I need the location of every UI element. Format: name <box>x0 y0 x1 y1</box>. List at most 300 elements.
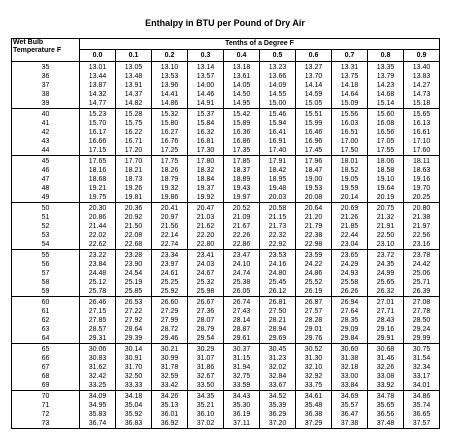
enthalpy-value: 29.54 <box>196 335 215 342</box>
enthalpy-value: 26.46 <box>88 299 107 306</box>
enthalpy-cell <box>116 250 152 297</box>
enthalpy-value: 33.50 <box>196 382 215 389</box>
wet-bulb-temperature-cell <box>12 62 80 109</box>
enthalpy-value: 19.00 <box>304 176 323 183</box>
enthalpy-value: 13.66 <box>268 73 287 80</box>
enthalpy-cell <box>116 391 152 429</box>
enthalpy-cell <box>332 109 368 156</box>
enthalpy-cell <box>296 156 332 203</box>
temperature-value: 36 <box>41 73 50 80</box>
enthalpy-value: 19.75 <box>88 194 107 201</box>
enthalpy-value: 27.43 <box>232 308 251 315</box>
enthalpy-value: 21.32 <box>376 214 395 221</box>
table-row-group <box>12 109 440 156</box>
enthalpy-value: 32.50 <box>124 373 143 380</box>
enthalpy-value: 14.23 <box>376 82 395 89</box>
enthalpy-table <box>11 38 440 429</box>
enthalpy-value: 36.92 <box>160 420 179 427</box>
enthalpy-value: 19.26 <box>124 185 143 192</box>
enthalpy-cell <box>368 109 404 156</box>
enthalpy-value: 23.90 <box>124 261 143 268</box>
temperature-value: 37 <box>41 82 50 89</box>
enthalpy-value: 21.62 <box>196 223 215 230</box>
wet-bulb-temperature-cell <box>12 344 80 391</box>
enthalpy-value: 15.23 <box>88 111 107 118</box>
enthalpy-value: 34.69 <box>340 393 359 400</box>
enthalpy-value: 32.02 <box>268 364 287 371</box>
enthalpy-value: 15.32 <box>160 111 179 118</box>
enthalpy-value: 34.43 <box>232 393 251 400</box>
column-header: 0.3 <box>188 50 224 62</box>
enthalpy-value: 16.41 <box>268 129 287 136</box>
enthalpy-value: 29.91 <box>376 335 395 342</box>
enthalpy-cell <box>80 344 116 391</box>
enthalpy-value: 14.86 <box>160 100 179 107</box>
enthalpy-value: 18.26 <box>160 167 179 174</box>
enthalpy-value: 23.97 <box>160 261 179 268</box>
enthalpy-value: 34.52 <box>268 393 287 400</box>
column-header: 0.1 <box>116 50 152 62</box>
enthalpy-value: 22.20 <box>196 232 215 239</box>
enthalpy-value: 14.32 <box>88 91 107 98</box>
enthalpy-value: 35.39 <box>268 402 287 409</box>
temperature-value: 43 <box>41 138 50 145</box>
enthalpy-cell <box>404 62 440 109</box>
enthalpy-value: 23.59 <box>304 252 323 259</box>
enthalpy-value: 15.89 <box>232 120 251 127</box>
enthalpy-value: 20.19 <box>376 194 395 201</box>
enthalpy-value: 33.00 <box>340 373 359 380</box>
enthalpy-cell <box>404 297 440 344</box>
enthalpy-value: 25.19 <box>124 279 143 286</box>
enthalpy-value: 19.37 <box>196 185 215 192</box>
enthalpy-value: 30.99 <box>160 355 179 362</box>
enthalpy-value: 32.10 <box>304 364 323 371</box>
enthalpy-cell <box>404 391 440 429</box>
enthalpy-value: 37.02 <box>196 420 215 427</box>
enthalpy-value: 22.44 <box>340 232 359 239</box>
enthalpy-value: 18.52 <box>340 167 359 174</box>
enthalpy-value: 17.05 <box>376 138 395 145</box>
column-header: 0.5 <box>260 50 296 62</box>
enthalpy-value: 33.25 <box>88 382 107 389</box>
enthalpy-value: 20.69 <box>340 205 359 212</box>
enthalpy-value: 32.59 <box>160 373 179 380</box>
enthalpy-value: 28.72 <box>160 326 179 333</box>
enthalpy-value: 17.25 <box>160 147 179 154</box>
enthalpy-value: 16.81 <box>196 138 215 145</box>
temperature-value: 67 <box>41 364 50 371</box>
enthalpy-value: 23.28 <box>124 252 143 259</box>
enthalpy-value: 36.19 <box>232 411 251 418</box>
enthalpy-value: 15.37 <box>196 111 215 118</box>
enthalpy-value: 25.52 <box>304 279 323 286</box>
enthalpy-value: 30.83 <box>88 355 107 362</box>
column-header: 0.6 <box>296 50 332 62</box>
enthalpy-value: 18.63 <box>412 167 431 174</box>
row-label-header: Wet Bulb Temperature F <box>12 39 80 62</box>
enthalpy-value: 27.78 <box>412 308 431 315</box>
enthalpy-value: 36.83 <box>124 420 143 427</box>
enthalpy-value: 17.30 <box>196 147 215 154</box>
enthalpy-cell <box>368 203 404 250</box>
enthalpy-cell <box>116 203 152 250</box>
temperature-value: 48 <box>41 185 50 192</box>
enthalpy-value: 21.97 <box>412 223 431 230</box>
enthalpy-value: 33.67 <box>268 382 287 389</box>
enthalpy-value: 17.20 <box>124 147 143 154</box>
enthalpy-value: 29.69 <box>268 335 287 342</box>
enthalpy-value: 28.21 <box>268 317 287 324</box>
enthalpy-cell <box>368 250 404 297</box>
enthalpy-value: 26.67 <box>196 299 215 306</box>
table-row-group <box>12 391 440 429</box>
enthalpy-value: 26.12 <box>268 288 287 295</box>
temperature-value: 62 <box>41 317 50 324</box>
enthalpy-value: 25.85 <box>124 288 143 295</box>
enthalpy-cell <box>296 250 332 297</box>
enthalpy-value: 15.46 <box>268 111 287 118</box>
enthalpy-value: 21.73 <box>268 223 287 230</box>
enthalpy-value: 27.15 <box>88 308 107 315</box>
enthalpy-value: 14.46 <box>196 91 215 98</box>
enthalpy-value: 24.54 <box>124 270 143 277</box>
enthalpy-value: 19.53 <box>304 185 323 192</box>
enthalpy-value: 33.17 <box>412 373 431 380</box>
enthalpy-value: 34.26 <box>160 393 179 400</box>
enthalpy-cell <box>116 109 152 156</box>
enthalpy-value: 18.47 <box>304 167 323 174</box>
enthalpy-value: 16.91 <box>268 138 287 145</box>
enthalpy-value: 29.46 <box>160 335 179 342</box>
enthalpy-cell <box>116 156 152 203</box>
enthalpy-value: 18.95 <box>268 176 287 183</box>
enthalpy-cell <box>152 62 188 109</box>
enthalpy-value: 24.10 <box>232 261 251 268</box>
enthalpy-value: 25.12 <box>88 279 107 286</box>
enthalpy-value: 19.05 <box>340 176 359 183</box>
enthalpy-value: 33.92 <box>376 382 395 389</box>
enthalpy-value: 22.14 <box>160 232 179 239</box>
enthalpy-value: 29.01 <box>304 326 323 333</box>
enthalpy-cell <box>368 62 404 109</box>
enthalpy-value: 20.14 <box>340 194 359 201</box>
temperature-value: 41 <box>41 120 50 127</box>
enthalpy-value: 25.71 <box>412 279 431 286</box>
enthalpy-value: 13.70 <box>304 73 323 80</box>
enthalpy-value: 18.16 <box>88 167 107 174</box>
enthalpy-value: 13.96 <box>160 82 179 89</box>
wet-bulb-temperature-cell <box>12 203 80 250</box>
enthalpy-value: 35.74 <box>412 402 431 409</box>
table-row-group <box>12 203 440 250</box>
enthalpy-value: 16.71 <box>124 138 143 145</box>
enthalpy-value: 23.53 <box>268 252 287 259</box>
enthalpy-value: 19.48 <box>268 185 287 192</box>
enthalpy-value: 20.92 <box>124 214 143 221</box>
enthalpy-value: 14.68 <box>376 91 395 98</box>
enthalpy-value: 30.68 <box>376 346 395 353</box>
enthalpy-value: 22.38 <box>304 232 323 239</box>
enthalpy-value: 22.08 <box>124 232 143 239</box>
enthalpy-value: 17.80 <box>196 158 215 165</box>
enthalpy-value: 13.01 <box>88 64 107 71</box>
enthalpy-value: 15.60 <box>376 111 395 118</box>
enthalpy-value: 23.22 <box>88 252 107 259</box>
enthalpy-value: 26.53 <box>124 299 143 306</box>
enthalpy-value: 29.39 <box>124 335 143 342</box>
enthalpy-value: 16.56 <box>376 129 395 136</box>
enthalpy-value: 16.61 <box>412 129 431 136</box>
enthalpy-value: 13.75 <box>340 73 359 80</box>
enthalpy-value: 36.01 <box>160 411 179 418</box>
enthalpy-value: 24.67 <box>196 270 215 277</box>
enthalpy-value: 37.11 <box>233 420 250 427</box>
enthalpy-value: 31.38 <box>340 355 359 362</box>
wet-bulb-temperature-cell <box>12 297 80 344</box>
enthalpy-value: 15.42 <box>232 111 251 118</box>
column-header: 0.8 <box>368 50 404 62</box>
wet-bulb-temperature-cell <box>12 156 80 203</box>
enthalpy-value: 16.96 <box>304 138 323 145</box>
temperature-value: 58 <box>41 279 50 286</box>
enthalpy-value: 30.91 <box>124 355 143 362</box>
enthalpy-value: 17.70 <box>124 158 143 165</box>
temperature-value: 53 <box>41 232 50 239</box>
temperature-value: 45 <box>41 158 50 165</box>
enthalpy-value: 21.09 <box>232 214 251 221</box>
enthalpy-value: 24.80 <box>268 270 287 277</box>
enthalpy-cell <box>368 344 404 391</box>
enthalpy-value: 23.47 <box>232 252 251 259</box>
enthalpy-cell <box>80 62 116 109</box>
enthalpy-value: 19.59 <box>340 185 359 192</box>
enthalpy-value: 26.74 <box>232 299 251 306</box>
enthalpy-cell <box>80 297 116 344</box>
enthalpy-value: 14.55 <box>268 91 287 98</box>
enthalpy-value: 19.64 <box>376 185 395 192</box>
temperature-value: 39 <box>41 100 50 107</box>
enthalpy-cell <box>296 62 332 109</box>
enthalpy-value: 20.47 <box>196 205 215 212</box>
enthalpy-value: 13.31 <box>340 64 359 71</box>
enthalpy-value: 17.55 <box>376 147 395 154</box>
enthalpy-value: 36.29 <box>268 411 287 418</box>
temperature-value: 50 <box>41 205 50 212</box>
enthalpy-value: 13.87 <box>88 82 107 89</box>
enthalpy-cell <box>152 156 188 203</box>
enthalpy-value: 13.27 <box>304 64 323 71</box>
enthalpy-value: 30.21 <box>160 346 179 353</box>
enthalpy-cell <box>296 391 332 429</box>
enthalpy-cell <box>260 109 296 156</box>
enthalpy-value: 28.87 <box>232 326 251 333</box>
enthalpy-value: 17.85 <box>232 158 251 165</box>
enthalpy-value: 27.99 <box>160 317 179 324</box>
enthalpy-value: 20.36 <box>124 205 143 212</box>
enthalpy-value: 20.30 <box>88 205 107 212</box>
enthalpy-value: 32.42 <box>88 373 107 380</box>
enthalpy-value: 19.70 <box>412 185 431 192</box>
enthalpy-value: 35.57 <box>340 402 359 409</box>
enthalpy-value: 17.40 <box>268 147 287 154</box>
enthalpy-value: 30.75 <box>412 346 431 353</box>
enthalpy-value: 20.58 <box>268 205 287 212</box>
enthalpy-value: 23.34 <box>160 252 179 259</box>
enthalpy-value: 21.56 <box>160 223 179 230</box>
temperature-value: 49 <box>41 194 50 201</box>
enthalpy-cell <box>80 109 116 156</box>
enthalpy-value: 34.09 <box>88 393 107 400</box>
enthalpy-cell <box>116 344 152 391</box>
enthalpy-value: 17.75 <box>160 158 179 165</box>
enthalpy-cell <box>188 297 224 344</box>
enthalpy-value: 34.18 <box>124 393 143 400</box>
enthalpy-value: 33.33 <box>124 382 143 389</box>
enthalpy-value: 13.48 <box>124 73 143 80</box>
enthalpy-cell <box>188 62 224 109</box>
enthalpy-value: 32.34 <box>412 364 431 371</box>
enthalpy-value: 31.86 <box>196 364 215 371</box>
enthalpy-value: 22.50 <box>376 232 395 239</box>
enthalpy-value: 13.57 <box>196 73 215 80</box>
enthalpy-value: 32.26 <box>376 364 395 371</box>
enthalpy-value: 23.78 <box>412 252 431 259</box>
enthalpy-value: 32.92 <box>304 373 323 380</box>
enthalpy-cell <box>260 250 296 297</box>
enthalpy-value: 30.29 <box>196 346 215 353</box>
enthalpy-value: 18.32 <box>196 167 215 174</box>
enthalpy-cell <box>188 203 224 250</box>
enthalpy-value: 18.84 <box>196 176 215 183</box>
enthalpy-value: 30.14 <box>124 346 143 353</box>
enthalpy-value: 13.91 <box>124 82 143 89</box>
enthalpy-value: 28.57 <box>88 326 107 333</box>
enthalpy-value: 17.15 <box>88 147 107 154</box>
enthalpy-value: 15.56 <box>340 111 359 118</box>
enthalpy-value: 36.74 <box>88 420 107 427</box>
enthalpy-value: 17.96 <box>304 158 323 165</box>
enthalpy-value: 36.38 <box>304 411 323 418</box>
temperature-value: 66 <box>41 355 50 362</box>
enthalpy-value: 18.58 <box>376 167 395 174</box>
enthalpy-value: 17.00 <box>340 138 359 145</box>
enthalpy-value: 15.14 <box>376 100 395 107</box>
enthalpy-cell <box>260 391 296 429</box>
enthalpy-value: 13.79 <box>376 73 395 80</box>
enthalpy-value: 31.07 <box>196 355 215 362</box>
enthalpy-value: 13.23 <box>268 64 287 71</box>
enthalpy-cell <box>332 391 368 429</box>
enthalpy-value: 27.08 <box>412 299 431 306</box>
enthalpy-value: 20.52 <box>232 205 251 212</box>
enthalpy-value: 25.58 <box>340 279 359 286</box>
enthalpy-value: 22.92 <box>268 241 287 248</box>
enthalpy-value: 24.74 <box>232 270 251 277</box>
table-row-group <box>12 344 440 391</box>
enthalpy-value: 32.84 <box>268 373 287 380</box>
enthalpy-value: 21.91 <box>376 223 395 230</box>
enthalpy-value: 18.89 <box>232 176 251 183</box>
enthalpy-value: 27.92 <box>124 317 143 324</box>
enthalpy-value: 24.22 <box>304 261 323 268</box>
enthalpy-value: 19.97 <box>232 194 251 201</box>
enthalpy-value: 20.80 <box>412 205 431 212</box>
enthalpy-cell <box>332 344 368 391</box>
enthalpy-value: 19.21 <box>88 185 107 192</box>
enthalpy-value: 27.50 <box>268 308 287 315</box>
enthalpy-value: 24.29 <box>340 261 359 268</box>
enthalpy-value: 29.16 <box>376 326 395 333</box>
enthalpy-value: 33.59 <box>232 382 251 389</box>
enthalpy-value: 34.78 <box>376 393 395 400</box>
enthalpy-value: 16.36 <box>232 129 251 136</box>
enthalpy-value: 35.48 <box>304 402 323 409</box>
enthalpy-value: 19.16 <box>412 176 431 183</box>
enthalpy-cell <box>224 203 260 250</box>
enthalpy-value: 31.46 <box>376 355 395 362</box>
enthalpy-value: 28.28 <box>304 317 323 324</box>
enthalpy-cell <box>152 203 188 250</box>
enthalpy-value: 14.05 <box>232 82 251 89</box>
enthalpy-value: 14.00 <box>196 82 215 89</box>
enthalpy-cell <box>152 297 188 344</box>
enthalpy-value: 15.75 <box>124 120 143 127</box>
enthalpy-value: 25.25 <box>160 279 179 286</box>
enthalpy-cell <box>224 391 260 429</box>
enthalpy-value: 20.86 <box>88 214 107 221</box>
enthalpy-value: 26.87 <box>304 299 323 306</box>
enthalpy-cell <box>224 250 260 297</box>
enthalpy-cell <box>404 203 440 250</box>
enthalpy-cell <box>260 297 296 344</box>
table-row-group <box>12 250 440 297</box>
enthalpy-value: 18.68 <box>88 176 107 183</box>
enthalpy-value: 17.65 <box>88 158 107 165</box>
enthalpy-value: 18.21 <box>124 167 143 174</box>
enthalpy-value: 21.26 <box>340 214 359 221</box>
enthalpy-value: 14.91 <box>196 100 215 107</box>
enthalpy-value: 34.61 <box>304 393 323 400</box>
enthalpy-value: 37.57 <box>412 420 431 427</box>
temperature-value: 42 <box>41 129 50 136</box>
enthalpy-value: 18.06 <box>376 158 395 165</box>
enthalpy-value: 32.67 <box>196 373 215 380</box>
enthalpy-cell <box>368 391 404 429</box>
enthalpy-value: 26.26 <box>340 288 359 295</box>
enthalpy-value: 13.05 <box>124 64 143 71</box>
temperature-value: 35 <box>41 64 50 71</box>
enthalpy-value: 24.61 <box>160 270 179 277</box>
enthalpy-cell <box>80 250 116 297</box>
temperature-value: 54 <box>41 241 50 248</box>
enthalpy-value: 24.03 <box>196 261 215 268</box>
enthalpy-value: 22.68 <box>124 241 143 248</box>
enthalpy-value: 34.01 <box>412 382 431 389</box>
enthalpy-value: 15.80 <box>160 120 179 127</box>
enthalpy-value: 33.84 <box>340 382 359 389</box>
enthalpy-value: 13.35 <box>376 64 395 71</box>
enthalpy-value: 17.60 <box>412 147 431 154</box>
enthalpy-value: 21.15 <box>268 214 287 221</box>
enthalpy-cell <box>260 156 296 203</box>
enthalpy-value: 15.18 <box>412 100 431 107</box>
enthalpy-value: 15.70 <box>88 120 107 127</box>
enthalpy-value: 17.91 <box>268 158 287 165</box>
enthalpy-value: 24.93 <box>340 270 359 277</box>
enthalpy-value: 26.32 <box>376 288 395 295</box>
enthalpy-value: 26.39 <box>412 288 431 295</box>
